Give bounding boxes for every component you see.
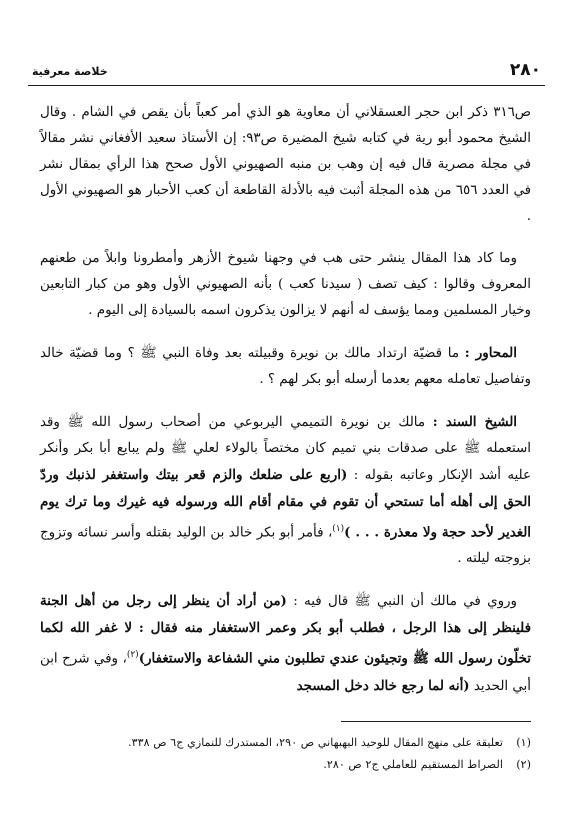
header-divider <box>28 85 545 86</box>
paragraph-2 <box>40 246 531 324</box>
footnote-1 <box>40 732 531 754</box>
paragraph-interlocutor-question <box>40 340 531 393</box>
book-title: خلاصة معرفية <box>32 65 108 78</box>
page-number: ٢٨٠ <box>509 60 541 80</box>
quoted-text: (اربع على ضلعك والزم قعر بيتك واستغفر لذنبك وردّ الحق إلى أهله أما تستحي أن تقوم في مقام أقام الله ورسوله فيه غيرك وما ترك يوم الغدير لأحد حجة ولا معذرة . . . ) <box>40 467 532 541</box>
paragraph-text-tail: ، وفي شرح ابن أبي الحديد <box>40 651 531 694</box>
speaker-label: المحاور : <box>464 345 517 361</box>
paragraph-text: وروي في مالك أن النبي ﷺ قال فيه : <box>286 594 517 610</box>
footnote-text: الصراط المستقيم للعاملي ج٢ ص ٢٨٠. <box>323 758 503 771</box>
footnote-2 <box>40 754 531 776</box>
footnote-number: (١) <box>516 736 531 749</box>
footnote-ref: (٢) <box>126 650 139 661</box>
footnote-text: تعليقة على منهج المقال للوحيد البهبهاني ص ٢٩٠، المستدرك للنمازي ج٦ ص ٣٣٨. <box>128 736 503 749</box>
paragraph-text: مالك بن نويرة التميمي اليربوعي من أصحاب رسول الله ﷺ وقد استعمله ﷺ على صدقات بني تميم كان مختصاً بالولاء لعلي ﷺ ولم يبايع أبا بكر وأنكر عليه أشد الإنكار وعاتبه بقوله : <box>40 415 531 483</box>
footnote-number: (٢) <box>516 758 531 771</box>
footnotes <box>40 732 531 776</box>
paragraph-text: وما كاد هذا المقال ينشر حتى هب في وجهنا شيوخ الأزهر وأمطرونا وابلاً من طعنهم المعروف وقالوا : كيف تصف ( سيدنا كعب ) بأنه الصهيوني الأول وهو من كبار التابعين وخيار المسلمين ومما يؤسف له أنهم لا يزالون يذكرون اسمه بالسيادة إلى اليوم . <box>40 251 531 318</box>
page-header <box>28 58 545 84</box>
quoted-text-tail: (أنه لما رجع خالد دخل المسجد <box>296 677 470 694</box>
paragraph-text: ص٣١٦ ذكر ابن حجر العسقلاني أن معاوية هو الذي أمر كعباً بأن يقص في الشام . وقال الشيخ محمود أبو رية في كتابه شيخ المضيرة ص٩٣: إن الأستاذ سعيد الأفغاني نشر مقالاً في مجلة مصرية قال فيه إن وهب بن منبه الصهيوني الأول صحح هذا الرأي بمقال نشر في العدد ٦٥٦ من هذه المجلة أثبت فيه بالأدلة القاطعة أن كعب الأحبار هو الصهيوني الأول . <box>40 105 532 224</box>
paragraph-5 <box>40 588 531 699</box>
paragraph-text-tail: ، فأمر أبو بكر خالد بن الوليد بقتله وأسر نسائه وتزوج بزوجته ليلته . <box>40 525 531 567</box>
footnote-ref: (١) <box>332 524 345 534</box>
paragraph-sheikh-answer <box>40 409 531 572</box>
quoted-text: (من أراد أن ينظر إلى رجل من أهل الجنة فلينظر إلى هذا الرجل ، فطلب أبو بكر وعمر الاستغفار منه فقال : لا غفر الله لكما تخلّون رسول الله ﷺ وتجيئون عندي تطلبون مني الشفاعة والاستغفار) <box>40 593 531 667</box>
speaker-label: الشيخ السند : <box>432 414 517 430</box>
paragraph-1 <box>40 100 531 230</box>
body-text <box>40 100 531 716</box>
footnote-divider <box>341 721 531 722</box>
paragraph-text: ما قضيّة ارتداد مالك بن نويرة وقبيلته بعد وفاة النبي ﷺ ؟ وما قضيّة خالد وتفاصيل تعامله معهم بعدما أرسله أبو بكر لهم ؟ . <box>40 346 531 387</box>
